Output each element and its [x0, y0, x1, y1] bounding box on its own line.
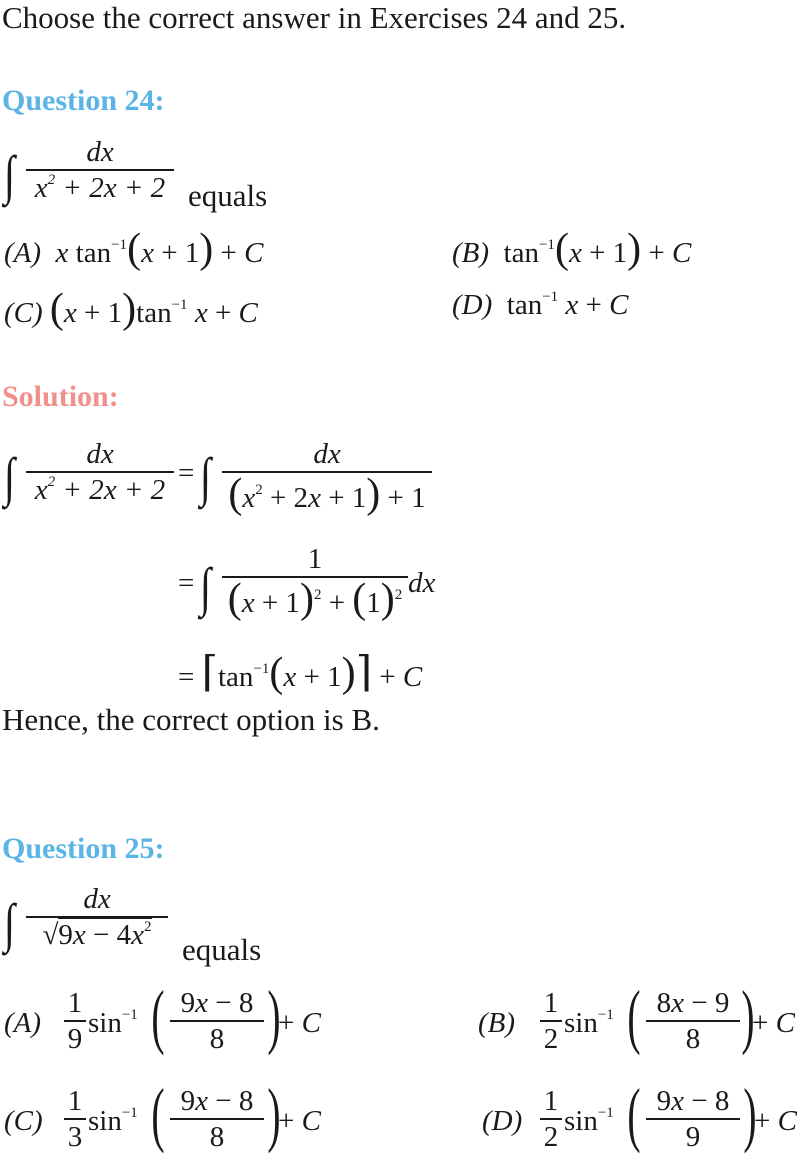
step2-fraction: 1 $(x + 1)^2 + (1)^2$ — [222, 542, 408, 620]
question-24-heading: Question 24: — [2, 84, 165, 117]
q25-fraction: dx $√9x - 4x^2$ — [26, 882, 168, 952]
q24-equals-text: equals — [188, 178, 268, 213]
solution-step-3: = $⌈\tan^{-1}(x$ + 1)⌉ + C — [178, 650, 423, 696]
step2-tail: dx — [408, 567, 436, 599]
q24-option-a: (A) x $\tan^{-1}(x + 1) + C$ — [4, 226, 264, 272]
intro-text: Choose the correct answer in Exercises 24 and 25. — [2, 0, 627, 35]
integral-sign: ∫ — [4, 145, 16, 205]
step1-rhs-fraction: dx $(x^2 + 2x + 1) + 1$ — [222, 437, 432, 515]
q24-option-c: (C) $(x + 1)\tan^{-1}$ x + C — [4, 286, 258, 332]
q24-denominator: $x^2 + 2x + 2$ — [34, 171, 166, 204]
step1-lhs-fraction: dx $x^2 + 2x + 2$ — [26, 437, 174, 507]
question-25-heading: Question 25: — [2, 832, 165, 865]
q24-numerator: dx — [86, 136, 114, 168]
solution-conclusion: Hence, the correct option is B. — [2, 702, 380, 737]
q24-option-d: (D) $\tan^{-1} x + C$ — [452, 289, 629, 321]
solution-heading: Solution: — [2, 380, 119, 413]
q24-option-b: (B) $\tan^{-1}(x + 1) + C$ — [452, 226, 692, 272]
q25-equals-text: equals — [182, 932, 262, 967]
q24-fraction — [26, 135, 174, 205]
